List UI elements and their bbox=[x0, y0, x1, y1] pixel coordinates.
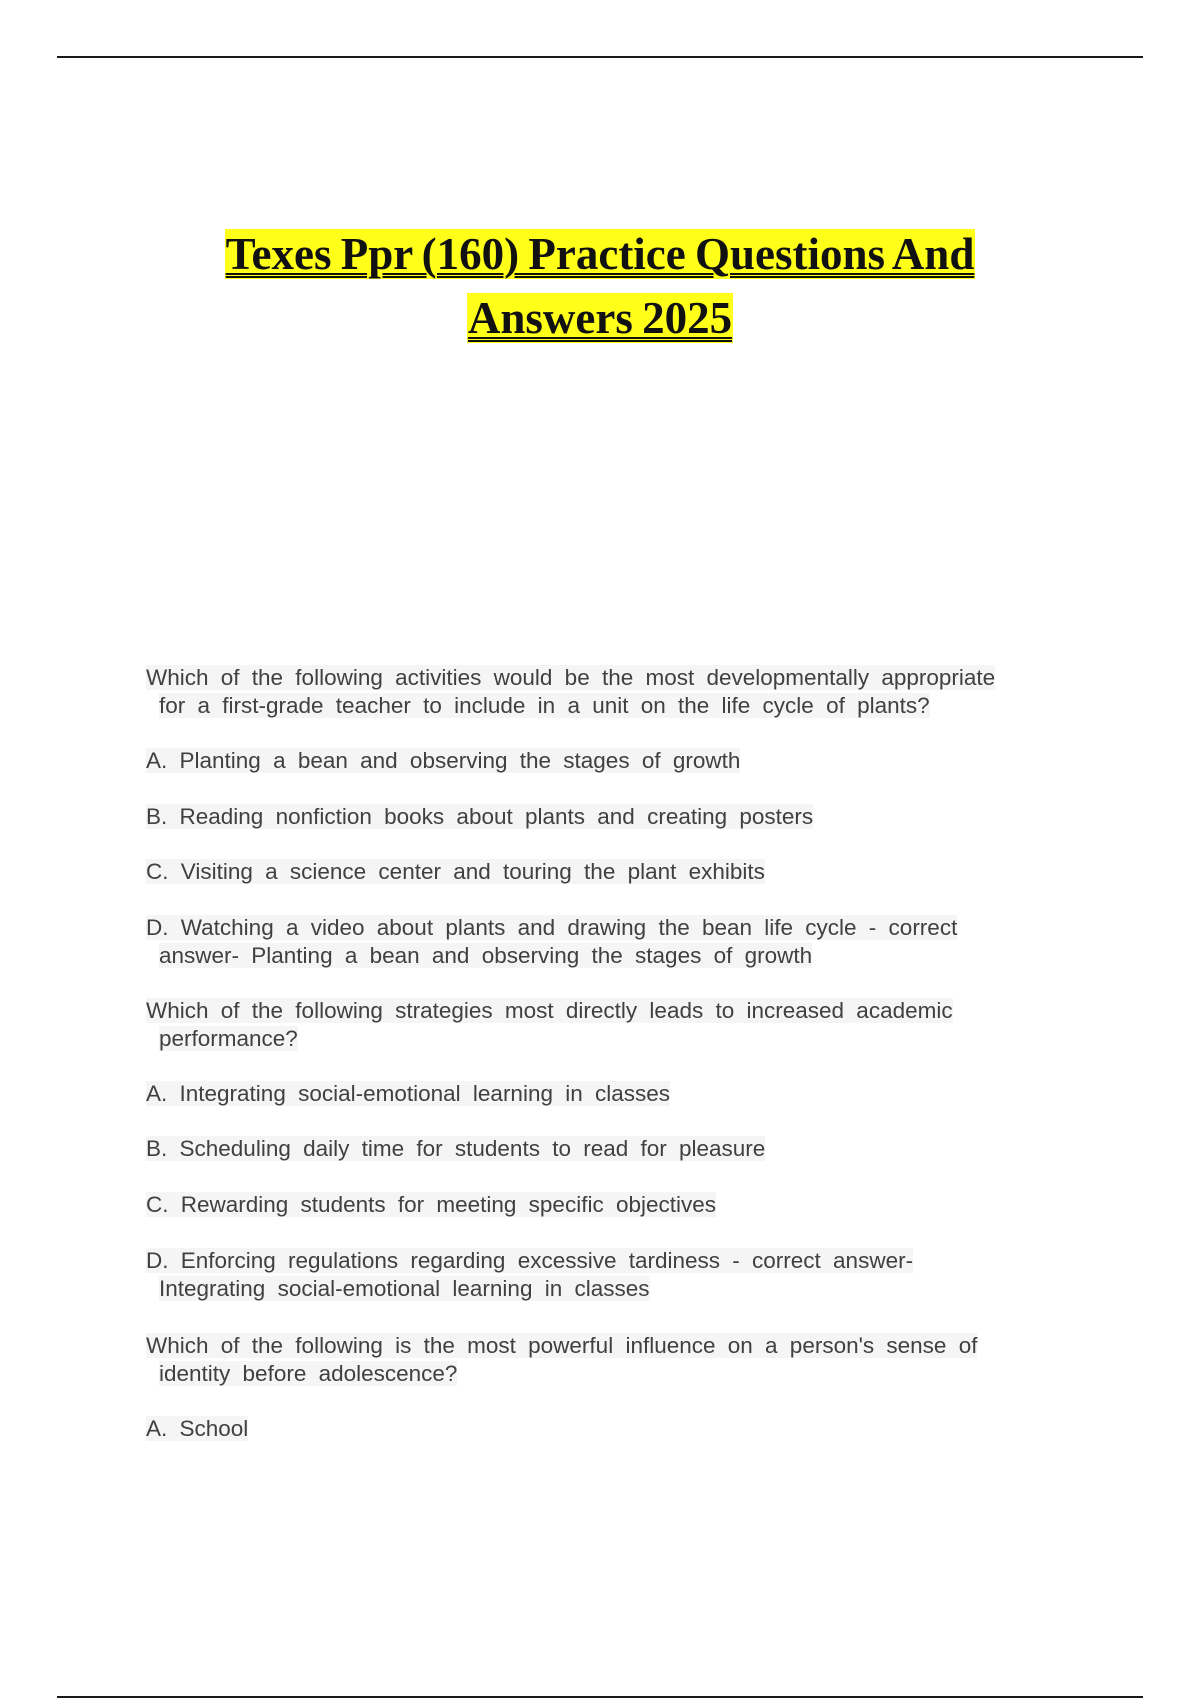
question-3-text: Which of the following is the most powerful influence on a person's sense of identity before adolescence? bbox=[146, 1333, 978, 1386]
question-1-option-b: B. Reading nonfiction books about plants and creating posters bbox=[146, 804, 814, 829]
top-rule bbox=[57, 56, 1143, 58]
question-1-text: Which of the following activities would be the most developmentally appropriate for a first-grade teacher to include in a unit on the life cycle of plants? bbox=[146, 665, 996, 718]
title-line-1: Texes Ppr (160) Practice Questions And bbox=[225, 229, 975, 279]
question-2-option-c: C. Rewarding students for meeting specific objectives bbox=[146, 1192, 717, 1217]
document-title bbox=[0, 222, 1200, 350]
question-2-option-d: D. Enforcing regulations regarding excessive tardiness - correct answer- Integrating social-emotional learning in classes bbox=[146, 1248, 914, 1301]
title-line-2: Answers 2025 bbox=[467, 293, 733, 343]
question-2-text: Which of the following strategies most directly leads to increased academic performance? bbox=[146, 998, 953, 1051]
question-1-option-c: C. Visiting a science center and touring the plant exhibits bbox=[146, 859, 765, 884]
question-1-option-a: A. Planting a bean and observing the stages of growth bbox=[146, 748, 741, 773]
question-2-option-a: A. Integrating social-emotional learning in classes bbox=[146, 1081, 671, 1106]
question-1-option-d: D. Watching a video about plants and drawing the bean life cycle - correct answer- Planting a bean and observing the stages of growth bbox=[146, 915, 958, 968]
question-3-option-a: A. School bbox=[146, 1416, 249, 1441]
question-2-option-b: B. Scheduling daily time for students to read for pleasure bbox=[146, 1136, 766, 1161]
bottom-rule bbox=[57, 1696, 1143, 1698]
